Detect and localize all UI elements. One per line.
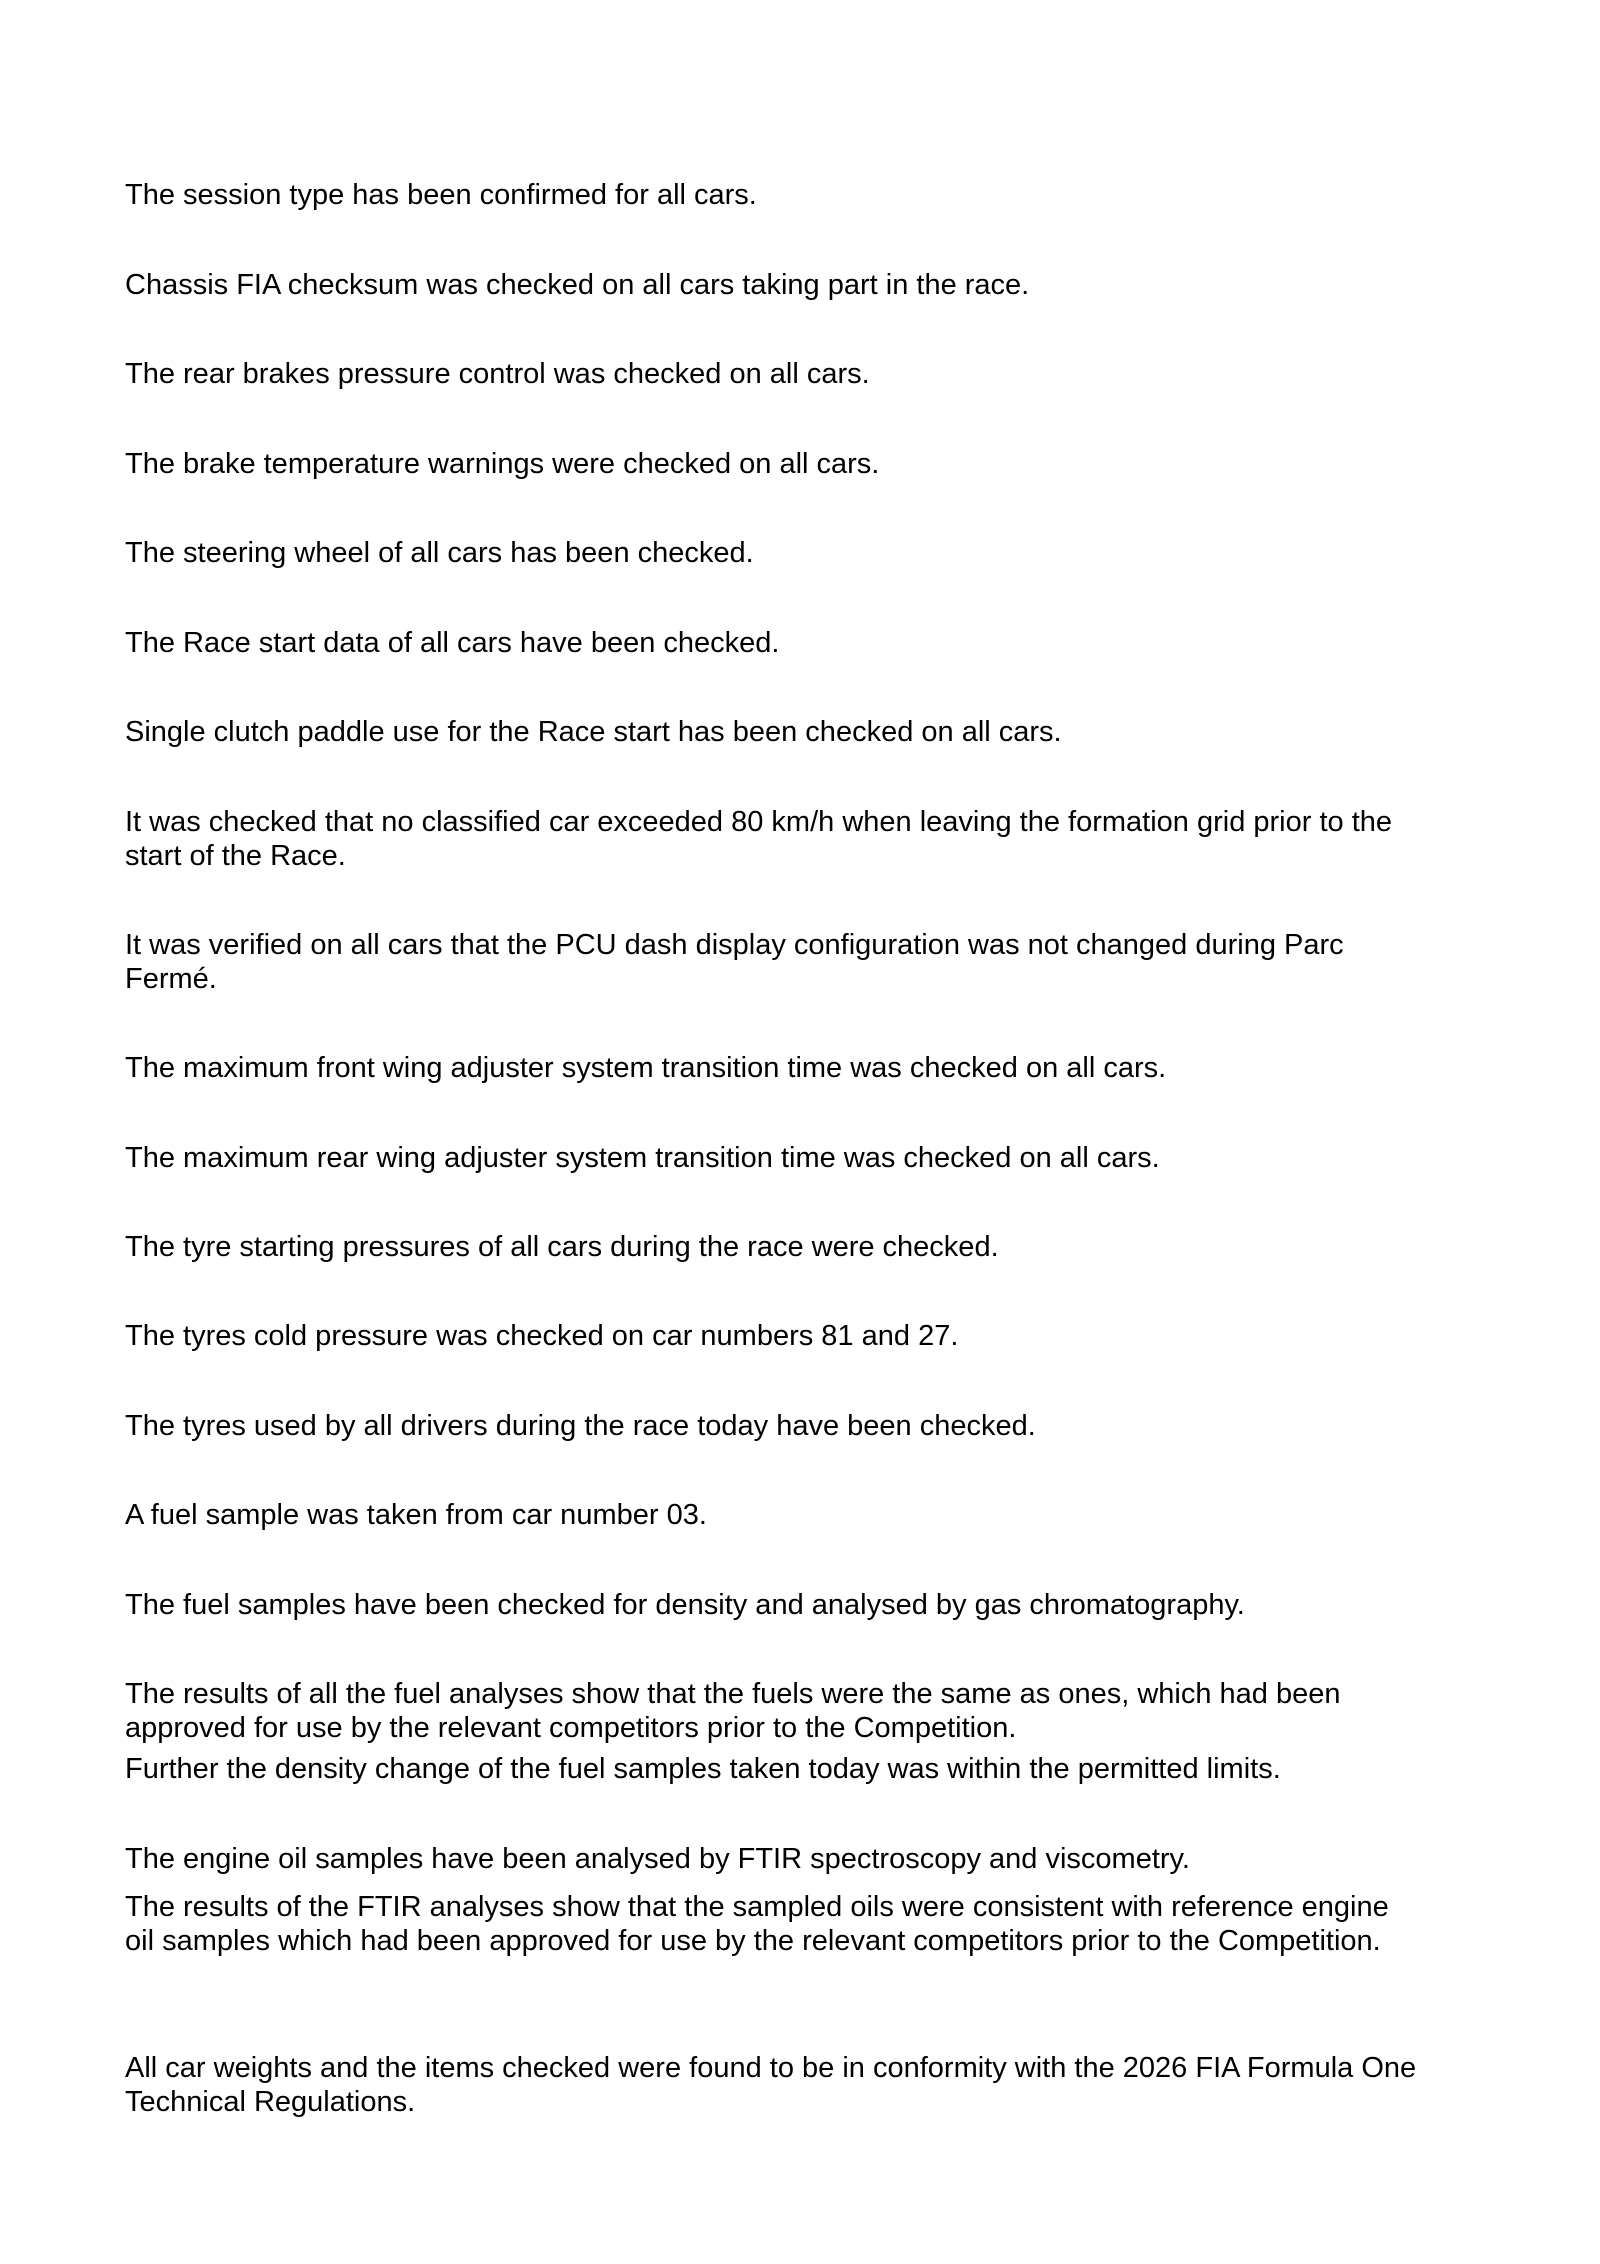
paragraph-brake-temperature: The brake temperature warnings were checked on all cars. — [125, 448, 880, 480]
paragraph-pcu-dash: It was verified on all cars that the PCU dash display configuration was not changed during Parc Fermé. — [125, 929, 1344, 995]
paragraph-fuel-density: The fuel samples have been checked for density and analysed by gas chromatography. — [125, 1589, 1245, 1621]
paragraph-chassis-checksum: Chassis FIA checksum was checked on all cars taking part in the race. — [125, 269, 1030, 301]
paragraph-tyres-used: The tyres used by all drivers during the race today have been checked. — [125, 1410, 1036, 1442]
paragraph-session-type: The session type has been confirmed for all cars. — [125, 179, 757, 211]
paragraph-formation-speed: It was checked that no classified car exceeded 80 km/h when leaving the formation grid prior to the start of the Race. — [125, 806, 1393, 872]
paragraph-conformity: All car weights and the items checked were found to be in conformity with the 2026 FIA Formula One Technical Regulations. — [125, 2052, 1417, 2118]
paragraph-tyre-starting-pressures: The tyre starting pressures of all cars during the race were checked. — [125, 1231, 999, 1263]
paragraph-rear-wing: The maximum rear wing adjuster system transition time was checked on all cars. — [125, 1142, 1160, 1174]
paragraph-clutch-paddle: Single clutch paddle use for the Race start has been checked on all cars. — [125, 716, 1062, 748]
paragraph-tyre-cold-pressure: The tyres cold pressure was checked on car numbers 81 and 27. — [125, 1320, 959, 1352]
paragraph-density-change: Further the density change of the fuel samples taken today was within the permitted limits. — [125, 1753, 1281, 1785]
paragraph-fuel-analyses: The results of all the fuel analyses show that the fuels were the same as ones, which had been approved for use by the relevant competitors prior to the Competition. — [125, 1678, 1341, 1744]
paragraph-ftir-results: The results of the FTIR analyses show that the sampled oils were consistent with reference engine oil samples which had been approved for use by the relevant competitors prior to the Competition. — [125, 1891, 1389, 1957]
paragraph-fuel-sample: A fuel sample was taken from car number 03. — [125, 1499, 707, 1531]
paragraph-engine-oil: The engine oil samples have been analysed by FTIR spectroscopy and viscometry. — [125, 1843, 1190, 1875]
paragraph-race-start-data: The Race start data of all cars have been checked. — [125, 627, 780, 659]
paragraph-steering-wheel: The steering wheel of all cars has been checked. — [125, 537, 754, 569]
paragraph-rear-brakes: The rear brakes pressure control was checked on all cars. — [125, 358, 870, 390]
paragraph-front-wing: The maximum front wing adjuster system transition time was checked on all cars. — [125, 1052, 1167, 1084]
